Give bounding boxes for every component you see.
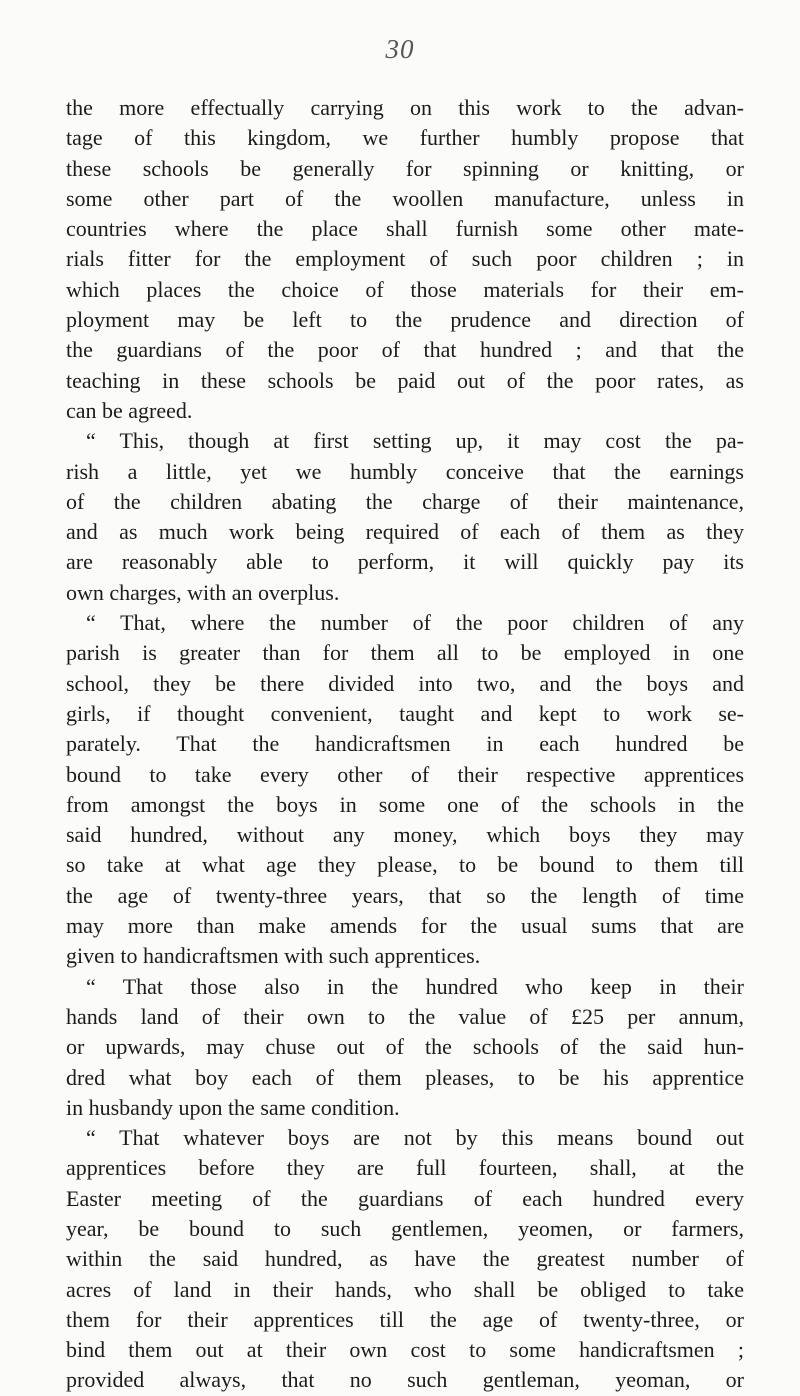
text-line: the more effectually carrying on this work to the advan- (66, 95, 744, 120)
text-line: “ That, where the number of the poor children of any (86, 610, 744, 636)
text-line: which places the choice of those materials for their em- (66, 276, 744, 302)
text-line: “ That those also in the hundred who keep in their (86, 973, 744, 999)
text-line: rish a little, yet we humbly conceive that the earnings (66, 458, 744, 484)
text-line: Easter meeting of the guardians of each hundred every (66, 1185, 744, 1211)
text-line: or upwards, may chuse out of the schools of the said hun- (66, 1034, 744, 1060)
text-line: hands land of their own to the value of £25 per annum, (66, 1003, 744, 1029)
text-line: girls, if thought convenient, taught and kept to work se- (66, 700, 744, 726)
text-line: school, they be there divided into two, and the boys and (66, 670, 744, 696)
text-line: acres of land in their hands, who shall be obliged to take (66, 1276, 744, 1302)
text-line: “ That whatever boys are not by this means bound out (86, 1125, 744, 1151)
text-line: countries where the place shall furnish some other mate- (66, 216, 744, 242)
text-line: tage of this kingdom, we further humbly propose that (66, 125, 744, 151)
text-line: ployment may be left to the prudence and direction of (66, 307, 744, 333)
text-line: parish is greater than for them all to be employed in one (66, 640, 744, 666)
text-line: bind them out at their own cost to some handicraftsmen ; (66, 1337, 744, 1363)
page-number: 30 (385, 34, 415, 64)
text-line: these schools be generally for spinning or knitting, or (66, 155, 744, 181)
body-text (66, 93, 744, 1396)
text-line: and as much work being required of each of them as they (66, 519, 744, 545)
text-line: may more than make amends for the usual sums that are (66, 913, 744, 939)
text-line: the age of twenty-three years, that so the length of time (66, 882, 744, 908)
text-line: in husbandy upon the same condition. (66, 1094, 400, 1120)
text-line: apprentices before they are full fourteen, shall, at the (66, 1155, 744, 1181)
text-line: parately. That the handicraftsmen in each hundred be (66, 731, 744, 757)
text-line: dred what boy each of them pleases, to be his apprentice (66, 1064, 744, 1090)
text-line: within the said hundred, as have the greatest number of (66, 1246, 744, 1272)
text-line: teaching in these schools be paid out of the poor rates, as (66, 367, 744, 393)
text-line: so take at what age they please, to be bound to them till (66, 852, 744, 878)
text-line: them for their apprentices till the age of twenty-three, or (66, 1306, 744, 1332)
text-line: can be agreed. (66, 397, 193, 423)
text-line: from amongst the boys in some one of the schools in the (66, 791, 744, 817)
text-line: the guardians of the poor of that hundred ; and that the (66, 337, 744, 363)
text-line: bound to take every other of their respective apprentices (66, 761, 744, 787)
text-line: are reasonably able to perform, it will quickly pay its (66, 549, 744, 575)
text-line: rials fitter for the employment of such poor children ; in (66, 246, 744, 272)
text-line: year, be bound to such gentlemen, yeomen, or farmers, (66, 1215, 744, 1241)
text-line: said hundred, without any money, which boys they may (66, 822, 744, 848)
text-line: “ This, though at first setting up, it may cost the pa- (86, 428, 744, 454)
text-line: own charges, with an overplus. (66, 579, 340, 605)
text-line: some other part of the woollen manufacture, unless in (66, 185, 744, 211)
text-line: of the children abating the charge of their maintenance, (66, 488, 744, 514)
text-line: given to handicraftsmen with such apprentices. (66, 943, 481, 969)
text-line: provided always, that no such gentleman, yeoman, or (66, 1367, 744, 1393)
